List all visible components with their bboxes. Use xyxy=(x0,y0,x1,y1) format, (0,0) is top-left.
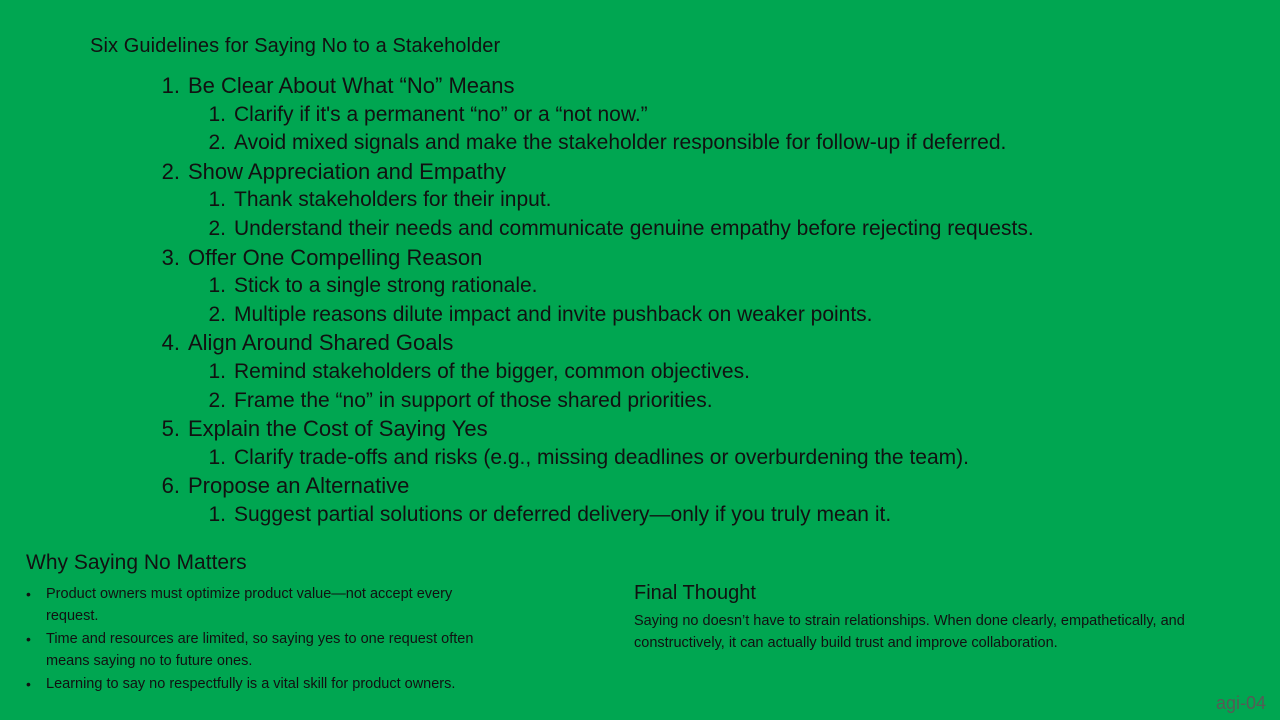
outline-number: 1. xyxy=(208,502,226,526)
list-item-label: Time and resources are limited, so saying yes to one request often means saying no to future ones. xyxy=(46,631,474,669)
outline-number: 5. xyxy=(161,416,180,442)
outline-number: 1. xyxy=(208,359,226,383)
bullet-icon: • xyxy=(26,631,31,647)
outline-number: 4. xyxy=(161,330,180,356)
outline-item-level2 xyxy=(202,186,1240,215)
outline-number: 2. xyxy=(208,131,226,155)
outline-text: Suggest partial solutions or deferred delivery—only if you truly mean it. xyxy=(234,502,892,526)
final-thought-heading: Final Thought xyxy=(634,582,756,604)
outline-item-level1 xyxy=(150,158,1240,187)
outline-number: 1. xyxy=(208,274,226,298)
outline-text: Remind stakeholders of the bigger, common objectives. xyxy=(234,359,750,383)
outline-text: Offer One Compelling Reason xyxy=(188,244,483,270)
outline-item-level2 xyxy=(202,129,1240,158)
outline-number: 1. xyxy=(208,102,226,126)
page-title: Six Guidelines for Saying No to a Stakeholder xyxy=(90,35,501,57)
outline-text: Multiple reasons dilute impact and invite pushback on weaker points. xyxy=(234,302,873,326)
outline-text: Thank stakeholders for their input. xyxy=(234,188,552,212)
outline-text: Stick to a single strong rationale. xyxy=(234,274,538,298)
outline-item-level2 xyxy=(202,501,1240,530)
outline-number: 2. xyxy=(208,216,226,240)
outline-item-level1 xyxy=(150,72,1240,101)
outline-text: Clarify trade-offs and risks (e.g., missing deadlines or overburdening the team). xyxy=(234,445,969,469)
outline-number: 1. xyxy=(161,73,180,98)
final-thought-block xyxy=(634,580,1234,654)
footer-tag: agi-04 xyxy=(1215,693,1266,713)
outline-item-level2 xyxy=(202,387,1240,416)
outline-item-level1 xyxy=(150,472,1240,501)
list-item-label: Product owners must optimize product value—not accept every request. xyxy=(46,586,453,624)
outline-item-level1 xyxy=(150,244,1240,273)
outline-number: 2. xyxy=(161,158,180,184)
list-item xyxy=(26,673,586,695)
guidelines-outline xyxy=(150,72,1240,530)
outline-text: Frame the “no” in support of those shared priorities. xyxy=(234,388,713,412)
outline-number: 2. xyxy=(208,302,226,326)
list-item-label: Learning to say no respectfully is a vital skill for product owners. xyxy=(46,676,456,692)
outline-text: Show Appreciation and Empathy xyxy=(188,158,506,184)
list-item xyxy=(26,583,586,627)
outline-item-level2 xyxy=(202,215,1240,244)
outline-item-level1 xyxy=(150,415,1240,444)
bullet-icon: • xyxy=(26,586,31,602)
outline-text: Explain the Cost of Saying Yes xyxy=(188,416,488,442)
outline-item-level2 xyxy=(202,358,1240,387)
outline-number: 1. xyxy=(208,445,226,469)
outline-text: Understand their needs and communicate genuine empathy before rejecting requests. xyxy=(234,216,1034,240)
outline-number: 6. xyxy=(161,473,180,499)
outline-item-level1 xyxy=(150,329,1240,358)
outline-item-level2 xyxy=(202,272,1240,301)
outline-number: 1. xyxy=(208,188,226,212)
why-block-heading: Why Saying No Matters xyxy=(26,551,247,574)
bullet-icon: • xyxy=(26,676,31,692)
outline-text: Align Around Shared Goals xyxy=(188,330,454,356)
outline-item-level2 xyxy=(202,444,1240,473)
outline-text: Clarify if it's a permanent “no” or a “not now.” xyxy=(234,102,648,126)
outline-text: Propose an Alternative xyxy=(188,473,410,499)
why-saying-no-matters-block xyxy=(26,549,586,696)
outline-text: Be Clear About What “No” Means xyxy=(188,73,515,98)
outline-number: 3. xyxy=(161,244,180,270)
final-thought-body: Saying no doesn’t have to strain relationships. When done clearly, empathetically, and constructively, it can actually build trust and improve collaboration. xyxy=(634,613,1185,651)
list-item xyxy=(26,628,586,672)
outline-item-level2 xyxy=(202,101,1240,130)
outline-item-level2 xyxy=(202,301,1240,330)
outline-number: 2. xyxy=(208,388,226,412)
outline-text: Avoid mixed signals and make the stakeholder responsible for follow-up if deferred. xyxy=(234,131,1007,155)
